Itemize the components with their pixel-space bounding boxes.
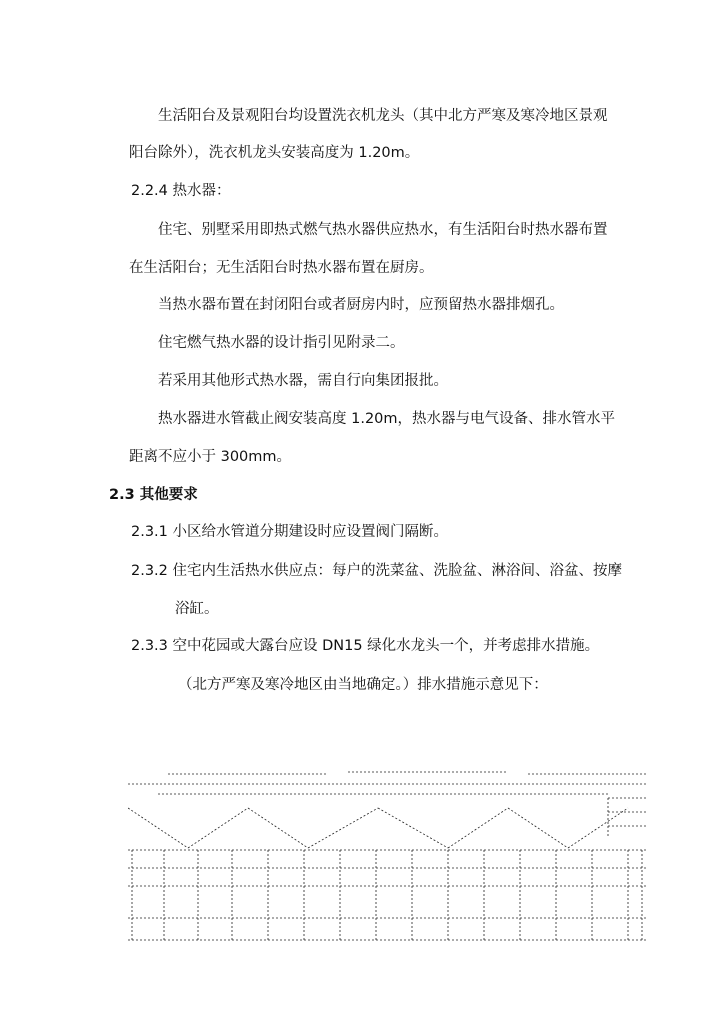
subsection-item-continuation: 浴缸。	[175, 601, 219, 617]
drawing-line	[188, 808, 248, 848]
paragraph-line: 阳台除外），洗衣机龙头安装高度为 1.20m。	[129, 145, 420, 161]
drawing-line	[128, 808, 188, 848]
drawing-line	[508, 808, 568, 848]
drawing-line	[378, 808, 448, 848]
paragraph-line: 住宅燃气热水器的设计指引见附录二。	[158, 335, 405, 351]
drawing-line	[448, 808, 508, 848]
drawing-line	[568, 808, 628, 848]
drawing-line	[308, 808, 378, 848]
paragraph-line: 生活阳台及景观阳台均设置洗衣机龙头（其中北方严寒及寒冷地区景观	[158, 108, 608, 124]
subsection-note: （北方严寒及寒冷地区由当地确定。）排水措施示意见下：	[178, 677, 548, 693]
subsection-item: 2.3.3 空中花园或大露台应设 DN15 绿化水龙头一个，并考虑排水措施。	[131, 638, 600, 654]
section-heading: 2.3 其他要求	[109, 487, 198, 503]
subsection-item: 2.3.2 住宅内生活热水供应点：每户的洗菜盆、洗脸盆、淋浴间、浴盆、按摩	[131, 563, 623, 579]
section-heading: 2.2.4 热水器：	[131, 183, 231, 199]
paragraph-line: 热水器进水管截止阀安装高度 1.20m，热水器与电气设备、排水管水平	[158, 411, 616, 427]
paragraph-line: 在生活阳台；无生活阳台时热水器布置在厨房。	[129, 260, 434, 276]
drainage-schematic-drawing	[128, 768, 646, 944]
paragraph-line: 若采用其他形式热水器，需自行向集团报批。	[158, 373, 448, 389]
paragraph-line: 距离不应小于 300mm。	[129, 449, 292, 465]
subsection-item: 2.3.1 小区给水管道分期建设时应设置阀门隔断。	[131, 524, 449, 540]
paragraph-line: 当热水器布置在封闭阳台或者厨房内时，应预留热水器排烟孔。	[158, 297, 564, 313]
drawing-line	[248, 808, 308, 848]
paragraph-line: 住宅、别墅采用即热式燃气热水器供应热水，有生活阳台时热水器布置	[158, 222, 608, 238]
